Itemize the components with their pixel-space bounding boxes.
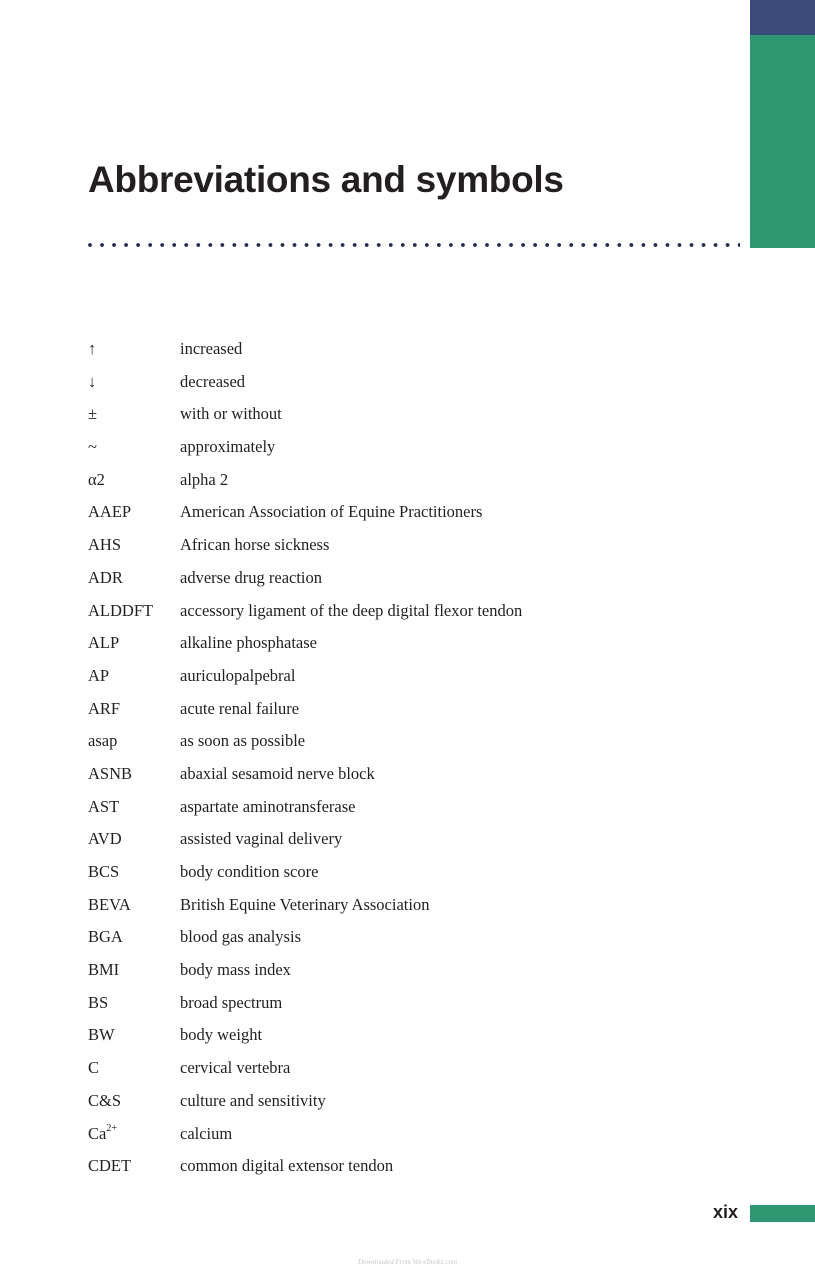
rule-dot (533, 243, 537, 247)
abbreviation-term (88, 894, 180, 916)
chapter-tab-navy (750, 0, 815, 35)
abbreviation-term (88, 469, 180, 491)
abbreviation-term-text: ALDDFT (88, 600, 154, 620)
abbreviation-term (88, 665, 180, 687)
abbreviation-definition: alkaline phosphatase (180, 633, 317, 653)
rule-dot (208, 243, 212, 247)
abbreviation-definition: American Association of Equine Practitioners (180, 502, 483, 522)
rule-dot (136, 243, 140, 247)
abbreviation-term-text: ALP (88, 633, 120, 653)
rule-dot (220, 243, 224, 247)
abbreviation-row (88, 992, 728, 1025)
abbreviation-row (88, 436, 728, 469)
rule-dot (196, 243, 200, 247)
abbreviation-row (88, 894, 728, 927)
abbreviation-term-text: BEVA (88, 894, 131, 914)
page-number-bar (750, 1205, 815, 1222)
abbreviation-definition: increased (180, 339, 243, 358)
rule-dot (293, 243, 297, 247)
abbreviation-row (88, 1123, 728, 1156)
abbreviation-term-superscript: 2+ (106, 1123, 117, 1134)
abbreviation-term (88, 730, 180, 752)
abbreviation-definition: cervical vertebra (180, 1058, 291, 1078)
abbreviation-definition: alpha 2 (180, 469, 229, 489)
abbreviation-list (88, 338, 728, 1188)
abbreviation-term-text: CDET (88, 1156, 132, 1176)
abbreviation-term (88, 861, 180, 883)
abbreviation-term-text: AVD (88, 829, 122, 849)
page-number: xix (712, 1202, 738, 1222)
rule-dot (521, 243, 525, 247)
abbreviation-term-text: AAEP (88, 502, 132, 522)
abbreviation-term (88, 1057, 180, 1079)
abbreviation-term (88, 959, 180, 981)
abbreviation-row (88, 698, 728, 731)
abbreviation-row (88, 403, 728, 436)
rule-dot (690, 243, 694, 247)
abbreviation-row (88, 665, 728, 698)
abbreviation-definition: British Equine Veterinary Association (180, 894, 430, 914)
rule-dot (545, 243, 549, 247)
rule-dot (654, 243, 658, 247)
abbreviation-row (88, 469, 728, 502)
rule-dot (269, 243, 273, 247)
abbreviation-definition: accessory ligament of the deep digital flexor tendon (180, 600, 523, 620)
rule-dot (678, 243, 682, 247)
rule-dot (425, 243, 429, 247)
abbreviation-term-text: BGA (88, 927, 123, 947)
abbreviation-row (88, 959, 728, 992)
abbreviation-row (88, 730, 728, 763)
abbreviation-term-text: ↑ (88, 339, 97, 358)
abbreviation-term-text: ASNB (88, 763, 133, 783)
rule-dot (726, 243, 730, 247)
abbreviation-row (88, 796, 728, 829)
rule-dot (281, 243, 285, 247)
abbreviation-term-text: BW (88, 1025, 115, 1045)
abbreviation-term-text: ARF (88, 698, 121, 718)
rule-dot (160, 243, 164, 247)
abbreviation-term (88, 763, 180, 785)
rule-dot (509, 243, 513, 247)
abbreviation-term-text: Ca (88, 1123, 107, 1143)
rule-dot (617, 243, 621, 247)
rule-dot (353, 243, 357, 247)
rule-dot (738, 243, 740, 247)
abbreviation-row (88, 371, 728, 404)
abbreviation-definition: broad spectrum (180, 992, 283, 1012)
abbreviation-term (88, 1090, 180, 1112)
abbreviation-term-text: BCS (88, 862, 120, 881)
abbreviation-term (88, 567, 180, 589)
abbreviation-term (88, 534, 180, 556)
chapter-tab-green (750, 35, 815, 248)
abbreviation-term (88, 632, 180, 654)
abbreviation-row (88, 632, 728, 665)
abbreviation-term (88, 926, 180, 948)
abbreviation-definition: body condition score (180, 862, 319, 881)
rule-dot (461, 243, 465, 247)
abbreviation-row (88, 567, 728, 600)
rule-dot (593, 243, 597, 247)
rule-dot (148, 243, 152, 247)
footer-watermark: Downloaded From Vet-eBooks.com (357, 1258, 458, 1266)
abbreviation-definition: decreased (180, 371, 246, 391)
abbreviation-term-text: ~ (88, 437, 97, 457)
abbreviation-term-text: AP (88, 665, 110, 685)
abbreviation-term (88, 338, 180, 360)
abbreviation-term-text: BMI (88, 960, 120, 980)
rule-dot (714, 243, 718, 247)
abbreviation-term-text: ↓ (88, 371, 97, 391)
abbreviation-term (88, 698, 180, 720)
rule-dot (317, 243, 321, 247)
abbreviation-term-text: AST (88, 796, 120, 816)
rule-dot (100, 243, 104, 247)
abbreviation-row (88, 828, 728, 861)
abbreviation-row (88, 861, 728, 894)
abbreviation-term (88, 992, 180, 1014)
abbreviation-term (88, 1024, 180, 1046)
rule-dot (112, 243, 116, 247)
rule-dot (401, 243, 405, 247)
rule-dot (702, 243, 706, 247)
rule-dot (497, 243, 501, 247)
abbreviation-term-text: C&S (88, 1090, 122, 1110)
rule-dot (184, 243, 188, 247)
rule-dot (389, 243, 393, 247)
rule-dot (605, 243, 609, 247)
abbreviation-definition: as soon as possible (180, 731, 306, 751)
abbreviation-term (88, 600, 180, 622)
abbreviation-row (88, 600, 728, 633)
abbreviation-term-text: α2 (88, 469, 105, 489)
abbreviation-term (88, 436, 180, 458)
abbreviation-row (88, 1057, 728, 1090)
abbreviation-definition: calcium (180, 1123, 233, 1143)
abbreviation-term-text: ADR (88, 567, 123, 587)
rule-dot (437, 243, 441, 247)
rule-dot (377, 243, 381, 247)
rule-dot (485, 243, 489, 247)
abbreviation-row (88, 501, 728, 534)
abbreviation-term (88, 501, 180, 523)
abbreviation-definition: body mass index (180, 960, 291, 980)
abbreviation-term (88, 403, 180, 425)
abbreviation-term (88, 796, 180, 818)
abbreviation-term (88, 371, 180, 393)
rule-dot (124, 243, 128, 247)
rule-dot (232, 243, 236, 247)
abbreviation-row (88, 1090, 728, 1123)
abbreviation-definition: with or without (180, 404, 282, 424)
rule-dot (629, 243, 633, 247)
abbreviation-definition: aspartate aminotransferase (180, 796, 356, 816)
abbreviation-definition: blood gas analysis (180, 927, 301, 947)
abbreviation-term-text: C (88, 1058, 100, 1078)
rule-dot (172, 243, 176, 247)
abbreviation-term (88, 1155, 180, 1177)
abbreviation-row (88, 1155, 728, 1188)
rule-dot (581, 243, 585, 247)
page-title: Abbreviations and symbols (88, 159, 564, 200)
abbreviation-definition: adverse drug reaction (180, 567, 323, 587)
rule-dot (641, 243, 645, 247)
rule-dot (365, 243, 369, 247)
abbreviation-definition: assisted vaginal delivery (180, 829, 343, 849)
rule-dot (569, 243, 573, 247)
abbreviation-term (88, 828, 180, 850)
abbreviation-definition: body weight (180, 1025, 263, 1045)
rule-dot (257, 243, 261, 247)
rule-dot (413, 243, 417, 247)
rule-dot (88, 243, 92, 247)
abbreviation-definition: approximately (180, 437, 276, 457)
abbreviation-term-text: ± (88, 404, 98, 424)
rule-dot (329, 243, 333, 247)
abbreviation-definition: auriculopalpebral (180, 665, 296, 685)
abbreviation-row (88, 534, 728, 567)
rule-dot (473, 243, 477, 247)
rule-dot (341, 243, 345, 247)
abbreviation-definition: abaxial sesamoid nerve block (180, 763, 375, 783)
abbreviation-row (88, 1024, 728, 1057)
abbreviation-row (88, 338, 728, 371)
abbreviation-term-text: AHS (88, 535, 122, 555)
rule-dot (305, 243, 309, 247)
rule-dot (244, 243, 248, 247)
abbreviation-definition: African horse sickness (180, 535, 330, 555)
abbreviation-definition: acute renal failure (180, 698, 300, 718)
abbreviation-definition: culture and sensitivity (180, 1090, 326, 1110)
abbreviation-row (88, 763, 728, 796)
rule-dot (557, 243, 561, 247)
abbreviation-definition: common digital extensor tendon (180, 1156, 394, 1176)
abbreviation-term (88, 1123, 180, 1145)
dotted-rule (88, 242, 740, 248)
abbreviation-term-text: BS (88, 992, 109, 1012)
rule-dot (666, 243, 670, 247)
rule-dot (449, 243, 453, 247)
abbreviation-term-text: asap (88, 731, 118, 751)
abbreviation-row (88, 926, 728, 959)
